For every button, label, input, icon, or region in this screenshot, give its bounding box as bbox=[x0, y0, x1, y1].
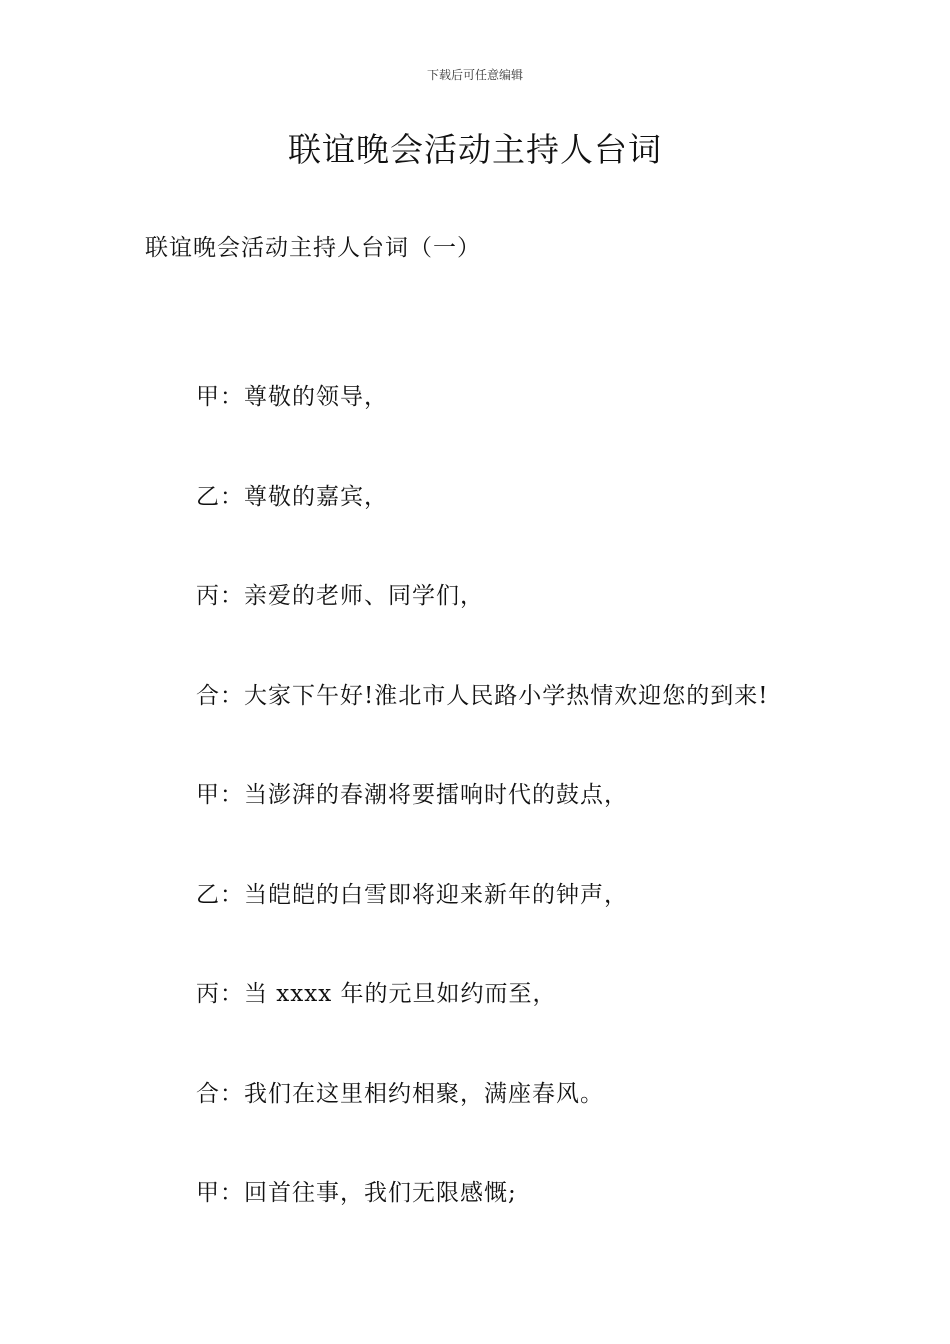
header-note: 下载后可任意编辑 bbox=[426, 68, 523, 82]
dialogue-line bbox=[196, 679, 896, 779]
dialogue-line bbox=[196, 878, 896, 978]
dialogue-text: 尊敬的嘉宾， bbox=[244, 483, 388, 510]
speaker-separator: ： bbox=[220, 1080, 244, 1107]
dialogue-line bbox=[196, 1176, 896, 1276]
speaker-label: 丙 bbox=[196, 583, 220, 609]
dialogue-text: 尊敬的领导， bbox=[244, 384, 388, 410]
dialogue-text: 亲爱的老师、同学们， bbox=[244, 583, 484, 609]
speaker-separator: ： bbox=[220, 981, 244, 1007]
dialogue-list bbox=[196, 380, 896, 1276]
speaker-separator: ： bbox=[220, 881, 244, 908]
speaker-label: 甲 bbox=[196, 1180, 220, 1206]
section-heading: 联谊晚会活动主持人台词（一） bbox=[145, 235, 481, 261]
document-title: 联谊晚会活动主持人台词 bbox=[288, 130, 662, 169]
speaker-label: 甲 bbox=[196, 384, 220, 410]
dialogue-line bbox=[196, 977, 896, 1077]
dialogue-text: 大家下午好!淮北市人民路小学热情欢迎您的到来! bbox=[244, 682, 769, 709]
speaker-separator: ： bbox=[220, 483, 244, 510]
speaker-separator: ： bbox=[220, 384, 244, 410]
dialogue-text: 当澎湃的春潮将要擂响时代的鼓点， bbox=[244, 782, 628, 808]
dialogue-text: 我们在这里相约相聚，满座春风。 bbox=[244, 1080, 604, 1107]
dialogue-line bbox=[196, 778, 896, 878]
speaker-separator: ： bbox=[220, 583, 244, 609]
speaker-separator: ： bbox=[220, 1180, 244, 1206]
speaker-separator: ： bbox=[220, 682, 244, 709]
dialogue-line bbox=[196, 579, 896, 679]
dialogue-text: 回首往事，我们无限感慨; bbox=[244, 1180, 517, 1206]
dialogue-text: 当皑皑的白雪即将迎来新年的钟声， bbox=[244, 881, 628, 908]
speaker-label: 合 bbox=[196, 682, 220, 709]
dialogue-text: 当 xxxx 年的元旦如约而至， bbox=[244, 981, 557, 1007]
dialogue-line bbox=[196, 1077, 896, 1177]
dialogue-line bbox=[196, 480, 896, 580]
speaker-label: 合 bbox=[196, 1080, 220, 1107]
speaker-label: 丙 bbox=[196, 981, 220, 1007]
dialogue-line bbox=[196, 380, 896, 480]
speaker-label: 乙 bbox=[196, 881, 220, 908]
speaker-separator: ： bbox=[220, 782, 244, 808]
speaker-label: 乙 bbox=[196, 483, 220, 510]
speaker-label: 甲 bbox=[196, 782, 220, 808]
